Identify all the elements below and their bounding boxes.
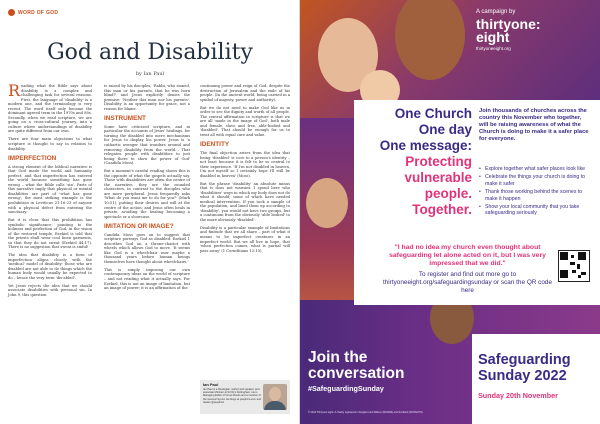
register-text: To register and find out more go to thirtyoneeight.org/safeguardingsunday or scan the QR code here bbox=[382, 271, 553, 294]
article-paragraph: But a moment's careful reading shows this is the opposite of what the gospels actually say. Those with disabilities are often the centre of the narrative, they are the rounded characters, in contrast to the disciples who are more peripheral. Jesus frequently asks 'What do you want me to do for you?' (Mark 10:51), putting their desires and will at the centre of the action; and Jesus often heals in private, avoiding the healing becoming a spectacle or a showcase. bbox=[104, 169, 190, 219]
thirtyoneeight-logo bbox=[476, 18, 586, 51]
campaign-label: A campaign by bbox=[476, 9, 516, 15]
advert-bullet-list bbox=[479, 166, 593, 219]
section-label: WORD OF GOD bbox=[18, 9, 59, 16]
logo-url: thirtyoneeight.org bbox=[476, 46, 511, 51]
hashtag: #SafeguardingSunday bbox=[308, 384, 384, 393]
article-paragraph: But it is clear that this prohibition has symbolic significance, pointing to the holiness and perfection of God, in the vision of the restored temple, Ezekiel is told that the priests shall wear cool linen garments, so that they do not sweat (Ezekiel 44:17). There is no suggestion that sweat is sinful! bbox=[8, 218, 92, 250]
qr-finder bbox=[560, 270, 568, 278]
person-photo bbox=[395, 0, 465, 80]
join-line: conversation bbox=[308, 365, 405, 382]
testimonial-quote: "I had no idea my church even thought about safeguarding let alone acted on it, but I was very impressed that we did." bbox=[389, 244, 546, 267]
article-paragraph: Yet Jesus rejects the idea that we should associate disabilities with personal sin. In John 9, this question bbox=[8, 283, 92, 297]
qr-module bbox=[577, 264, 580, 269]
event-date: Sunday 20th November bbox=[478, 391, 558, 400]
qr-module bbox=[578, 275, 581, 278]
article-byline: by Ian Paul bbox=[135, 71, 165, 77]
bullet-item: • Thank those working behind the scenes to make it happen bbox=[479, 189, 593, 202]
article-paragraph bbox=[8, 81, 92, 134]
article-title: God and Disability bbox=[47, 40, 253, 65]
article-paragraph: But the phrase 'disability' an absolute minus that is does not warrant. I spend here who 'disabilities' ways in which my body does not do what it should; some of which have needed medical intervention. If you took a sample of the population, and lined them up according to 'disability', you would not have two groups, but a continuum from the obviously 'able bodied' to the more obviously 'disabled'. bbox=[200, 181, 290, 222]
author-photo-face bbox=[269, 387, 281, 401]
section-dot-icon bbox=[8, 9, 15, 16]
qr-module bbox=[572, 270, 576, 273]
event-title bbox=[478, 352, 598, 384]
qr-module bbox=[581, 272, 586, 275]
headline-line: vulnerable people. bbox=[404, 170, 472, 201]
qr-module bbox=[570, 262, 575, 265]
section-tag bbox=[8, 9, 58, 16]
person-photo bbox=[430, 300, 474, 344]
qr-module bbox=[571, 255, 574, 258]
headline-line: Together. bbox=[412, 202, 472, 217]
advert-page bbox=[300, 0, 600, 424]
article-paragraph: continuing power and reign of God, despite the destruction of Jerusalem and the exile of his people. (In the ancient world, being carried in a symbol of majesty, power and authority). bbox=[200, 84, 290, 102]
article-paragraph: There are four main objections to what scripture is thought to say in relation to disability. bbox=[8, 137, 92, 151]
paragraph-text: eading what the Bible says about disability is a complex and challenging task for several reasons. First, the language of 'disability' is a modern one, and the terminology is very recent. The word itself only became the dominant agreed term in the 1970s and 80s. Secondly, when we read scripture, we are going on a cross-cultural journey, into a culture where understandings of disability are quite different from our own. bbox=[8, 84, 92, 134]
article-paragraph: The idea that disability is a form of imperfection aligns closely with the 'medical' model of disability: those who are disabled are not able to do things which the human body would usually be expected to do – hence the very term 'dis-abled'. bbox=[8, 253, 92, 280]
author-bio-name: Ian Paul bbox=[203, 382, 219, 387]
dropcap: R bbox=[8, 81, 21, 100]
article-column-1 bbox=[8, 81, 92, 301]
event-title-line: Safeguarding bbox=[478, 352, 571, 368]
subheading-imperfection: IMPERFECTION bbox=[8, 155, 57, 163]
headline-line: One Church bbox=[394, 106, 472, 121]
person-photo bbox=[306, 178, 348, 228]
qr-code[interactable] bbox=[558, 250, 590, 282]
qr-finder bbox=[560, 252, 568, 260]
logo-main-text: thirtyone: bbox=[476, 16, 541, 32]
article-paragraph: But we do not need to make God like us in order to see the dignity and worth of all people. The central affirmation in scripture is that we are all 'made in the image of God', both male and female, slave and free, able-bodied and 'disabled'. That should be enough for us to treat all with equal care and value. bbox=[200, 105, 290, 137]
bullet-item: • Explore together what safer places look like bbox=[479, 166, 593, 172]
author-photo-shoulders bbox=[264, 401, 286, 410]
logo-sub-text: eight bbox=[476, 29, 510, 45]
article-column-3 bbox=[200, 84, 290, 257]
advert-intro: Join thousands of churches across the country this November who together, will be raising awareness of what the Church is doing to make it a safer place for everyone. bbox=[479, 108, 589, 142]
subheading-instrument: INSTRUMENT bbox=[104, 115, 146, 123]
author-photo bbox=[263, 384, 287, 410]
article-paragraph: is raised by his disciples, 'Rabbi, who sinned, this man or his parents, that he was born blind?' and Jesus explicitly denies the premise: 'Neither this man nor his parents'. Disability is an opportunity for grace, not a reason for blame. bbox=[104, 84, 190, 111]
article-paragraph: This is simply imposing our own contemporary ideas on the world of scripture – and not reading what it actually says. For Ezekiel, this is not an image of limitation, but an image of power; it is an affirmation of the bbox=[104, 267, 190, 291]
article-paragraph: Disability is a particular example of limitations and finitude that we all share – part of what it means to be imperfect creatures in an imperfect world. But we all live in hope, that 'when perfection comes, what is partial will pass away' (1 Corinthians 13:10). bbox=[200, 225, 290, 253]
article-paragraph: The final objection arises from the idea that being 'disabled' is core to a person's identity – not least because it is felt to be so central to their experience. 'If I'm not disabled in heaven, I'm not myself so I certainly hope I'll still be disabled in heaven' (Moss). bbox=[200, 150, 290, 178]
article-paragraph: Some have criticised scripture, and in particular the accounts of Jesus' healings, for turning the disabled into mere mechanisms for Jesus to display his power. Jesus is 'a cathartic avenger that wonders around and removing disability from the world… That relegates people with disabilities to just being there to show the power of God' (Candida Moss). bbox=[104, 124, 190, 166]
headline-line: One day bbox=[418, 122, 472, 137]
author-bio-text: Ian Paul is a theologian, author and speaker, and associate Minister at St Nic's Nottingham. He is Managing Editor of Grove Books and a member of the General Synod. He blogs at psephizo.com and tweets @psephizo bbox=[203, 388, 261, 404]
author-bio-box bbox=[200, 380, 290, 414]
subheading-identity: IDENTITY bbox=[200, 141, 230, 149]
subheading-imitation: IMITATION OR IMAGE? bbox=[104, 223, 174, 231]
article-column-2 bbox=[104, 84, 190, 294]
join-line: Join the bbox=[308, 349, 368, 366]
qr-finder bbox=[578, 252, 586, 260]
copyright-text: © 2022 Thirtyone:eight. A charity registered in England and Wales (1004490) and Scotland (SC052276). bbox=[308, 411, 424, 414]
article-paragraph: Candida Moss goes on to suggest that scripture portrays God as disabled: Ezekiel 1 describes God on a throne-chariot with wheels which allows God to move. 'It seems like God is a wheelchair user maybe a thousand years before human beings themselves have thought about wheelchairs.' bbox=[104, 232, 190, 264]
advert-headline bbox=[356, 106, 472, 218]
headline-line: Protecting bbox=[405, 154, 472, 169]
article-paragraph: A strong element of the biblical narrative is that God made the world and humanity perfect, and that imperfection has entered the world because something has gone wrong – what the Bible calls 'sin'. Parts of this narrative imply that physical or mental disabilities are part of 'what has gone wrong'; the most striking example is the prohibition in Leviticus 21:16-23 of anyone with a physical defect from entering the sanctuary. bbox=[8, 164, 92, 215]
event-title-line: Sunday 2022 bbox=[478, 368, 567, 384]
bullet-item: • Show your local community that you take safeguarding seriously bbox=[479, 204, 593, 217]
headline-line: One message: bbox=[379, 138, 472, 153]
bullet-item: • Celebrate the things your church is doing to make it safer bbox=[479, 174, 593, 187]
join-heading bbox=[308, 350, 404, 382]
